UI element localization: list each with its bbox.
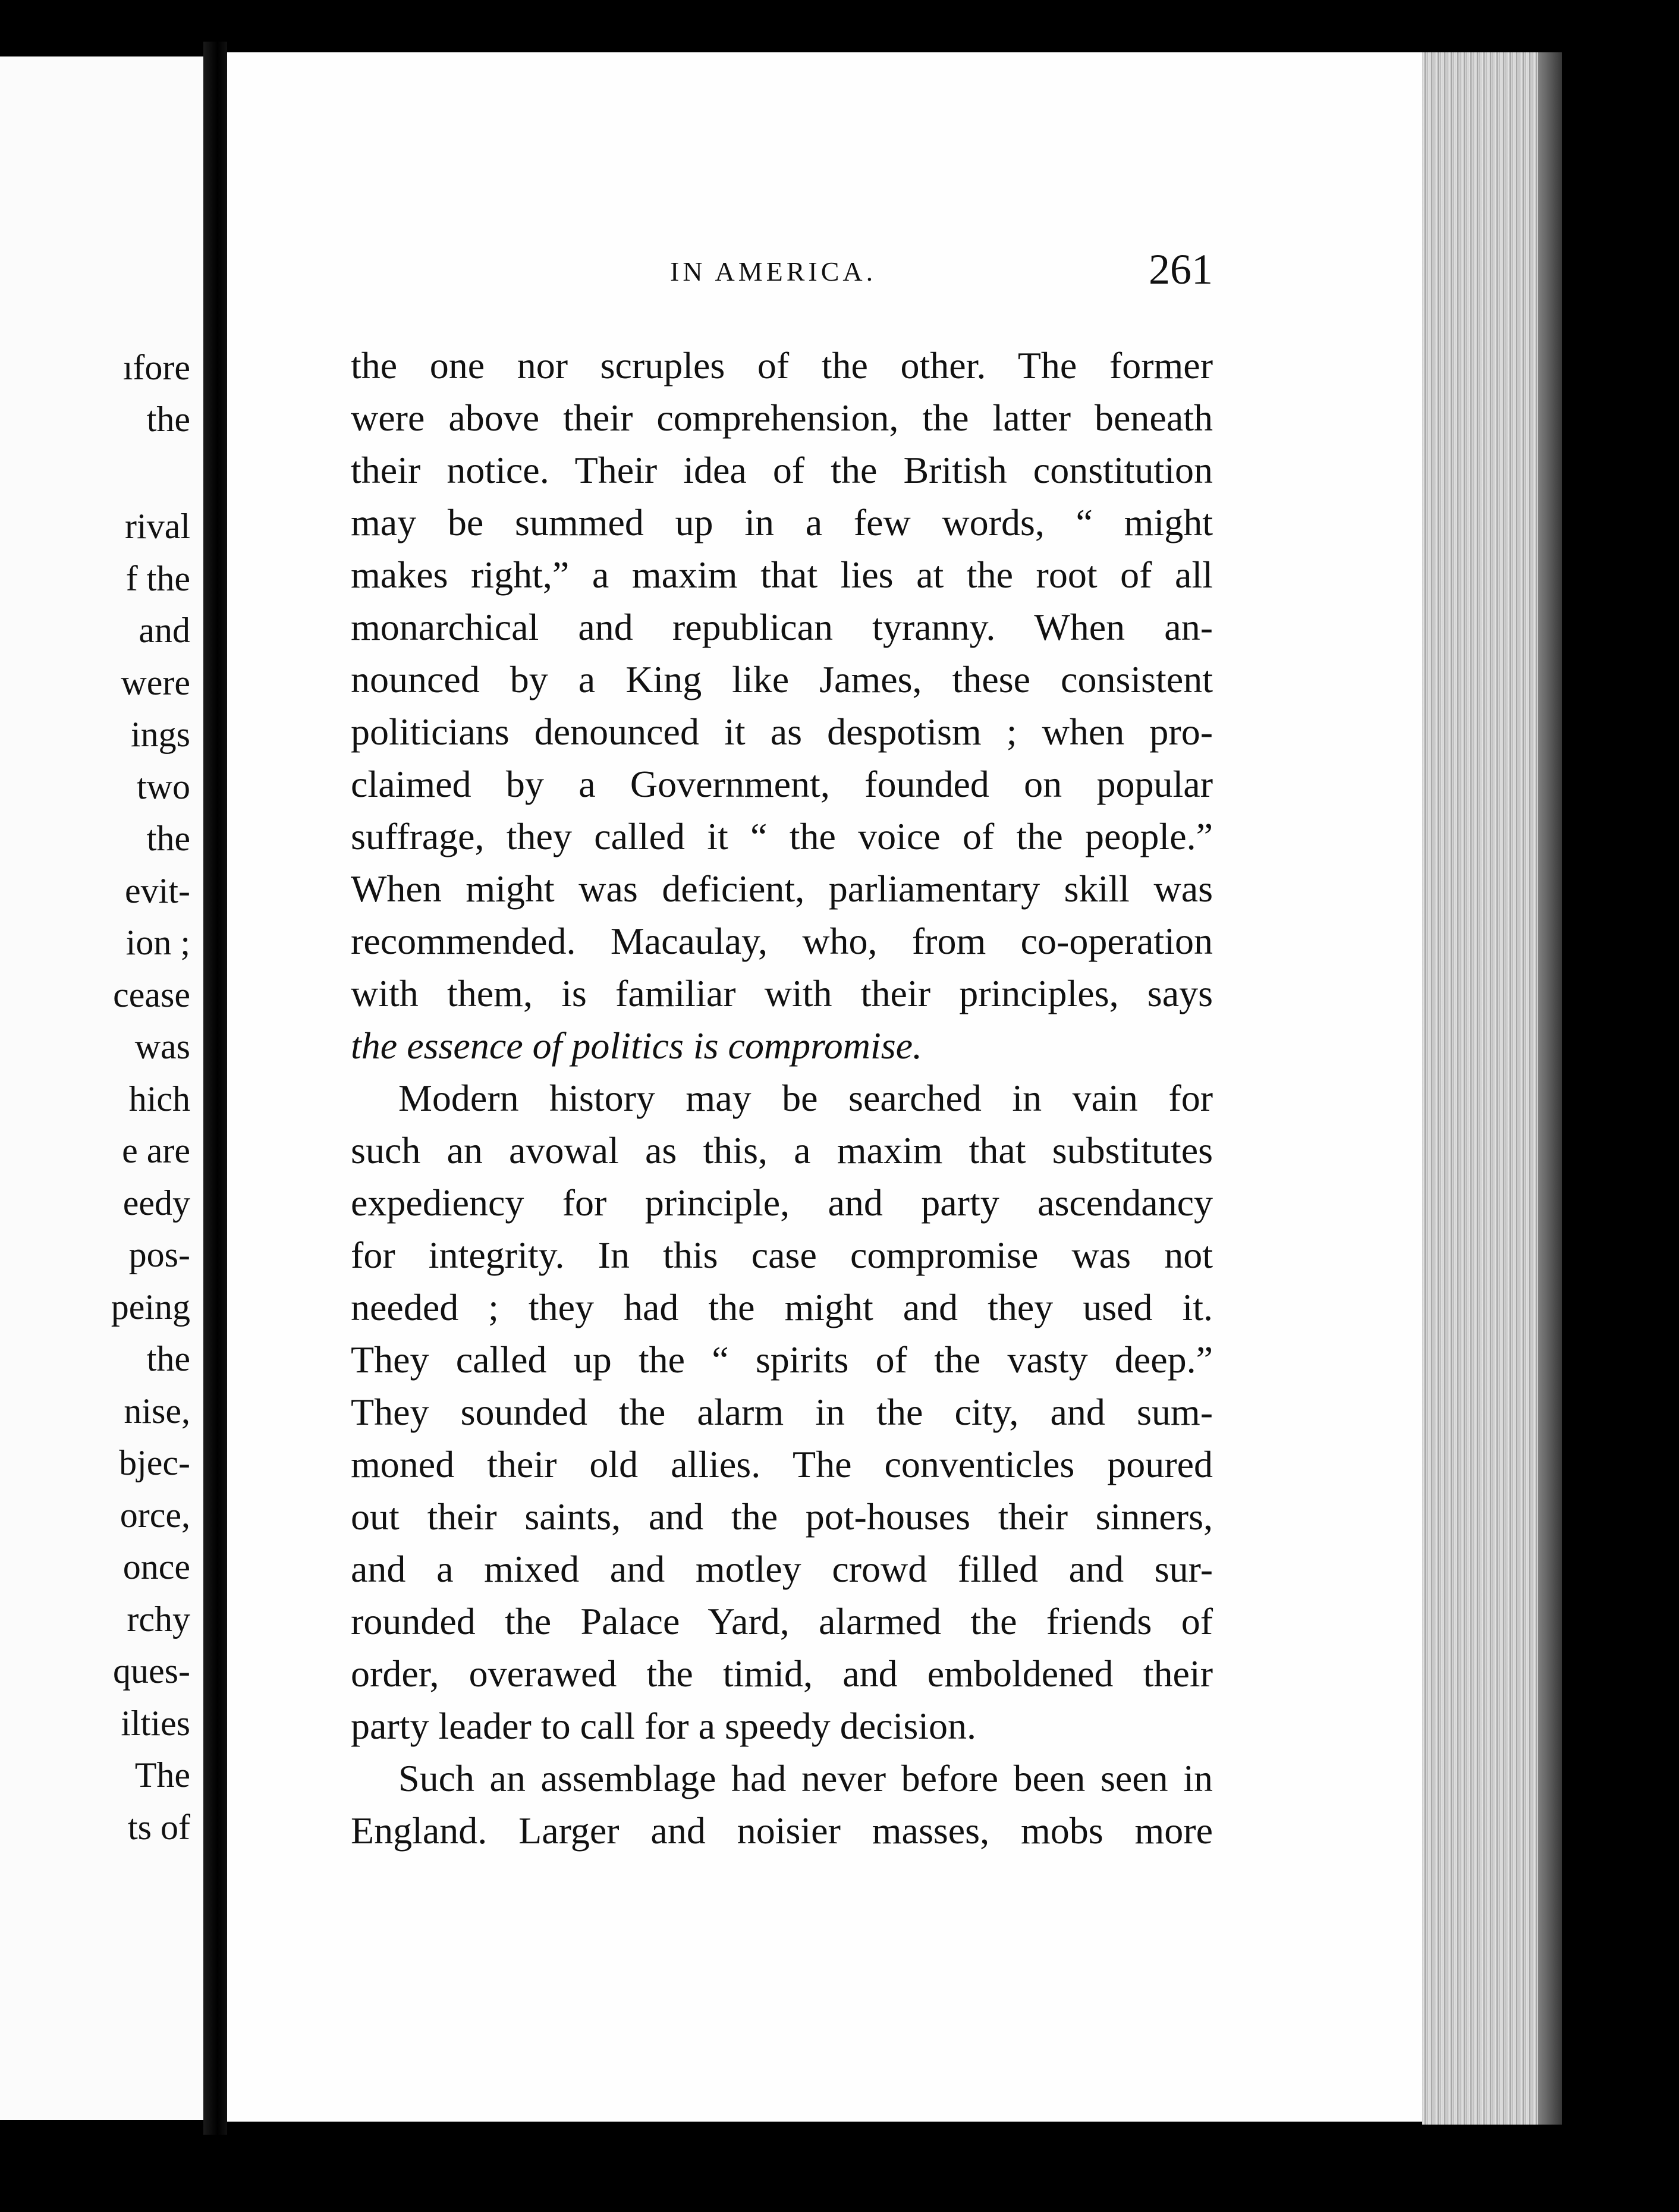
left-line-fragment: cease — [113, 975, 190, 1014]
text-line: such an avowal as this, a maxim that substitutes — [351, 1129, 1213, 1171]
text-line-italic: the essence of politics is compromise. — [351, 1025, 922, 1067]
text-line: expediency for principle, and party ascendancy — [351, 1182, 1213, 1224]
text-line: monarchical and republican tyranny. When an- — [351, 606, 1213, 648]
text-line: nounced by a King like James, these consistent — [351, 658, 1213, 700]
left-line-fragment: pos- — [128, 1235, 190, 1274]
left-line-fragment: two — [137, 767, 190, 806]
text-line: rounded the Palace Yard, alarmed the friends of — [351, 1600, 1213, 1642]
text-line: for integrity. In this case compromise was not — [351, 1234, 1213, 1276]
text-line: were above their comprehension, the latter beneath — [351, 397, 1213, 439]
left-line-fragment: ques- — [113, 1651, 190, 1691]
left-facing-page — [0, 56, 203, 2120]
text-line: claimed by a Government, founded on popular — [351, 763, 1213, 805]
text-line: makes right,” a maxim that lies at the root of all — [351, 554, 1213, 596]
text-line: may be summed up in a few words, “ might — [351, 501, 1213, 543]
text-line: with them, is familiar with their principles, says — [351, 972, 1213, 1014]
left-line-fragment: The — [134, 1755, 190, 1795]
left-line-fragment: and — [139, 611, 190, 650]
text-line: Such an assemblage had never before been seen in — [398, 1757, 1213, 1799]
left-line-fragment: hich — [128, 1079, 190, 1118]
book-gutter — [203, 42, 227, 2135]
text-line: They sounded the alarm in the city, and sum- — [351, 1391, 1213, 1433]
text-line: order, overawed the timid, and emboldened their — [351, 1652, 1213, 1695]
left-line-fragment: the — [146, 819, 190, 858]
text-line: When might was deficient, parliamentary skill was — [351, 868, 1213, 910]
left-line-fragment: ings — [130, 715, 190, 754]
left-line-fragment: f the — [125, 559, 190, 598]
text-line: out their saints, and the pot-houses their sinners, — [351, 1495, 1213, 1538]
text-line: and a mixed and motley crowd filled and sur- — [351, 1548, 1213, 1590]
left-line-fragment: ion ; — [125, 923, 190, 962]
left-line-fragment: was — [134, 1027, 190, 1066]
text-line: politicians denounced it as despotism ; when pro- — [351, 711, 1213, 753]
left-line-fragment: nise, — [124, 1391, 190, 1431]
running-head: IN AMERICA. — [670, 256, 877, 287]
text-line: party leader to call for a speedy decision. — [351, 1705, 976, 1747]
left-line-fragment: were — [121, 663, 190, 702]
text-line: moned their old allies. The conventicles poured — [351, 1443, 1213, 1485]
left-line-fragment: bjec- — [119, 1443, 190, 1482]
text-line: needed ; they had the might and they used it. — [351, 1286, 1213, 1328]
left-line-fragment: rchy — [127, 1600, 190, 1639]
left-line-fragment: rival — [125, 507, 190, 546]
left-line-fragment: orce, — [120, 1495, 190, 1535]
left-line-fragment: ts of — [128, 1808, 190, 1847]
left-line-fragment: the — [146, 400, 190, 439]
text-line: their notice. Their idea of the British constitution — [351, 449, 1213, 491]
page-number: 261 — [1149, 246, 1213, 293]
left-line-fragment: ıfore — [122, 348, 190, 387]
text-line: They called up the “ spirits of the vasty deep.” — [351, 1338, 1213, 1381]
left-line-fragment: peing — [111, 1287, 190, 1327]
page-fore-edge — [1422, 52, 1562, 2125]
left-line-fragment: once — [122, 1547, 190, 1586]
text-line: England. Larger and noisier masses, mobs more — [351, 1809, 1213, 1852]
left-line-fragment: ilties — [121, 1704, 190, 1743]
text-line: Modern history may be searched in vain for — [398, 1077, 1213, 1119]
text-line: recommended. Macaulay, who, from co-operation — [351, 920, 1213, 962]
left-line-fragment: eedy — [122, 1183, 190, 1223]
left-line-fragment: e are — [122, 1131, 190, 1170]
text-line: the one nor scruples of the other. The former — [351, 344, 1213, 387]
text-line: suffrage, they called it “ the voice of the people.” — [351, 815, 1213, 857]
left-line-fragment: the — [146, 1339, 190, 1378]
left-line-fragment: evit- — [125, 871, 190, 910]
